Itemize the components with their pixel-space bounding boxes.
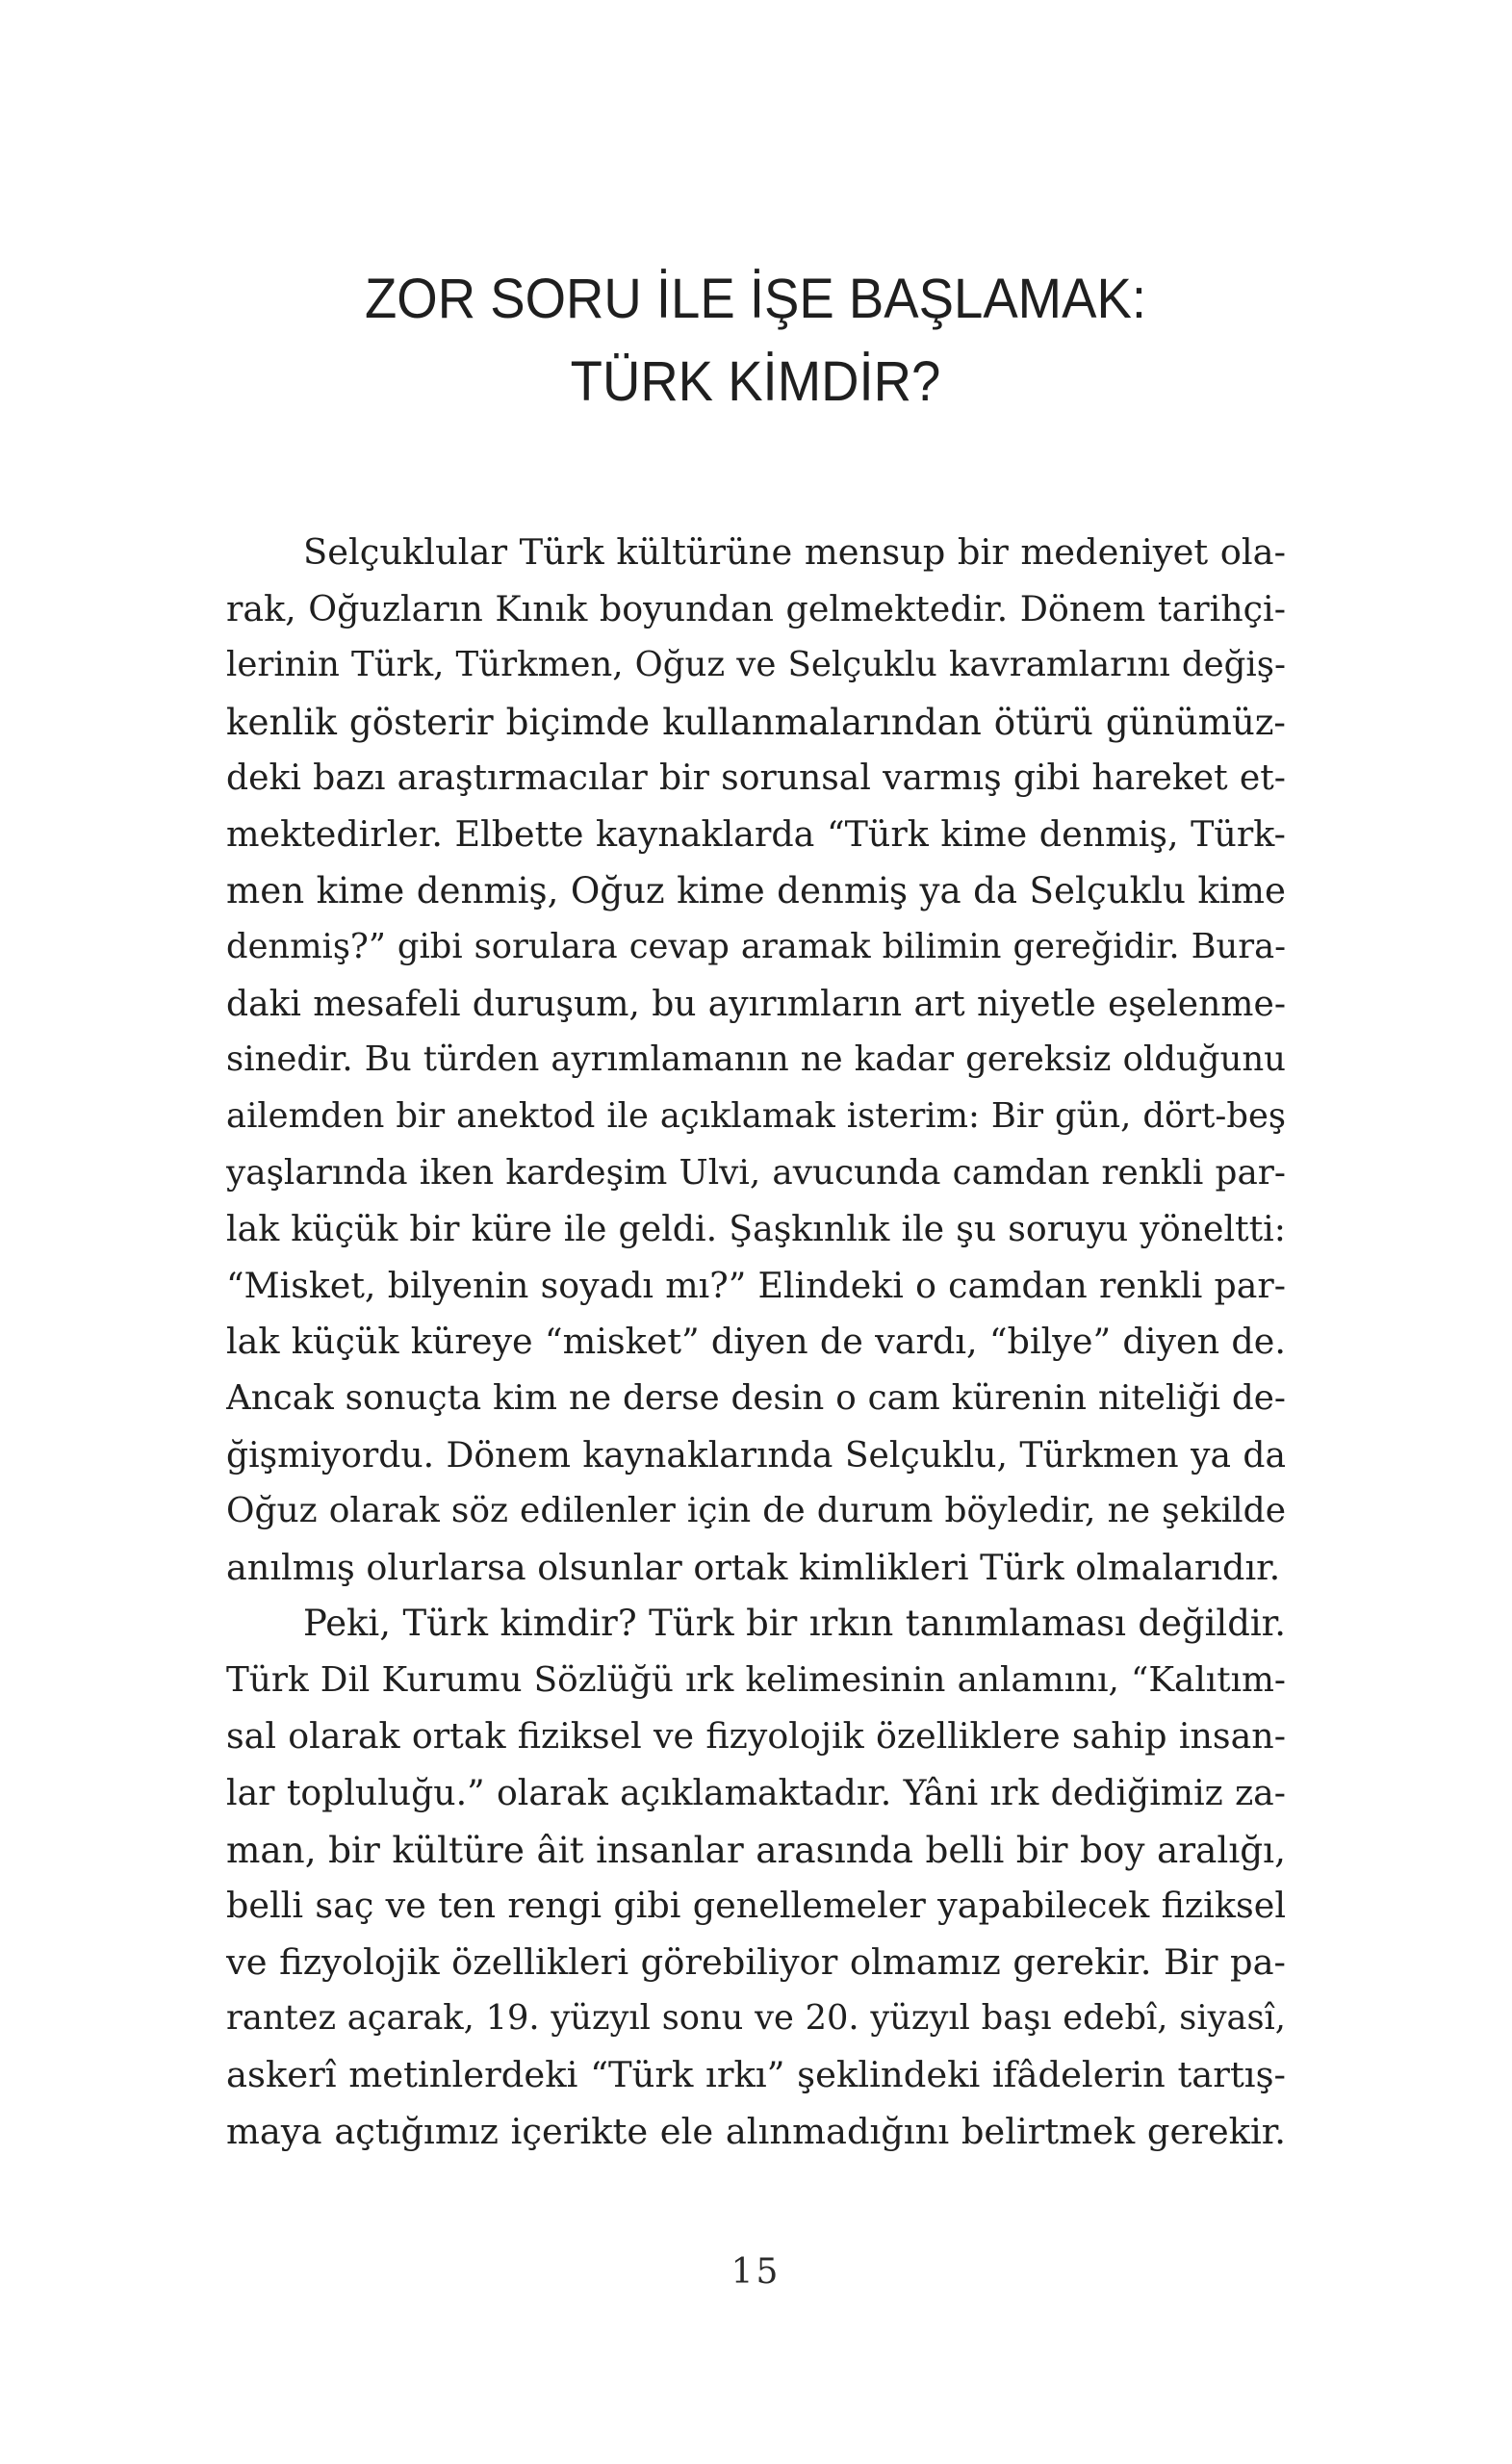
text-line: denmiş?” gibi sorulara cevap aramak bilimin gereğidir. Bura- bbox=[226, 927, 1286, 967]
text-line: lak küçük küreye “misket” diyen de vardı, “bilye” diyen de. bbox=[226, 1321, 1286, 1363]
text-line: “Misket, bilyenin soyadı mı?” Elindeki o camdan renkli par- bbox=[226, 1264, 1286, 1306]
text-line: lar topluluğu.” olarak açıklamaktadır. Yâni ırk dediğimiz za- bbox=[226, 1772, 1286, 1814]
text-line: rak, Oğuzların Kınık boyundan gelmektedir. Dönem tarihçi- bbox=[226, 587, 1286, 629]
text-line: Türk Dil Kurumu Sözlüğü ırk kelimesinin anlamını, “Kalıtım- bbox=[226, 1659, 1286, 1700]
page-number: 15 bbox=[730, 2252, 782, 2292]
text-line: ve fizyolojik özellikleri görebiliyor olmamız gerekir. Bir pa- bbox=[226, 1940, 1286, 1983]
text-line: maya açtığımız içerikte ele alınmadığını belirtmek gerekir. bbox=[226, 2110, 1286, 2152]
text-line: deki bazı araştırmacılar bir sorunsal varmış gibi hareket et- bbox=[226, 757, 1286, 799]
body-text bbox=[226, 525, 1286, 2160]
text-line: mektedirler. Elbette kaynaklarda “Türk kime denmiş, Türk- bbox=[226, 812, 1286, 855]
text-line: Peki, Türk kimdir? Türk bir ırkın tanımlaması değildir. bbox=[303, 1603, 1286, 1645]
text-line: anılmış olurlarsa olsunlar ortak kimlikleri Türk olmalarıdır. bbox=[226, 1546, 1281, 1588]
text-line: Ancak sonuçta kim ne derse desin o cam kürenin niteliği de- bbox=[226, 1377, 1286, 1418]
text-line: askerî metinlerdeki “Türk ırkı” şeklindeki ifâdelerin tartış- bbox=[226, 2054, 1286, 2096]
text-line: yaşlarında iken kardeşim Ulvi, avucunda camdan renkli par- bbox=[226, 1152, 1286, 1193]
text-line: ğişmiyordu. Dönem kaynaklarında Selçuklu, Türkmen ya da bbox=[226, 1434, 1286, 1476]
text-line: ailemden bir anektod ile açıklamak isterim: Bir gün, dört-beş bbox=[226, 1095, 1286, 1136]
text-line: kenlik gösterir biçimde kullanmalarından ötürü günümüz- bbox=[226, 700, 1286, 743]
text-line: man, bir kültüre âit insanlar arasında belli bir boy aralığı, bbox=[226, 1828, 1286, 1871]
text-line: lerinin Türk, Türkmen, Oğuz ve Selçuklu kavramlarını değiş- bbox=[226, 645, 1286, 685]
text-line: sinedir. Bu türden ayrımlamanın ne kadar gereksiz olduğunu bbox=[226, 1040, 1286, 1080]
chapter-title bbox=[258, 258, 1253, 424]
text-line: Selçuklular Türk kültürüne mensup bir medeniyet ola- bbox=[303, 531, 1286, 573]
text-line: belli saç ve ten rengi gibi genellemeler yapabilecek fiziksel bbox=[226, 1885, 1286, 1927]
text-line: daki mesafeli duruşum, bu ayırımların art niyetle eşelenme- bbox=[226, 983, 1286, 1024]
text-line: sal olarak ortak fiziksel ve fizyolojik özelliklere sahip insan- bbox=[226, 1715, 1286, 1758]
chapter-title-line-2: TÜRK KİMDİR? bbox=[570, 350, 941, 413]
text-line: lak küçük bir küre ile geldi. Şaşkınlık ile şu soruyu yöneltti: bbox=[226, 1208, 1286, 1250]
text-line: rantez açarak, 19. yüzyıl sonu ve 20. yüzyıl başı edebî, siyasî, bbox=[226, 1998, 1286, 2039]
chapter-title-line-1: ZOR SORU İLE İŞE BAŞLAMAK: bbox=[365, 268, 1146, 330]
text-line: men kime denmiş, Oğuz kime denmiş ya da Selçuklu kime bbox=[226, 869, 1286, 911]
text-line: Oğuz olarak söz edilenler için de durum böyledir, ne şekilde bbox=[226, 1491, 1286, 1531]
